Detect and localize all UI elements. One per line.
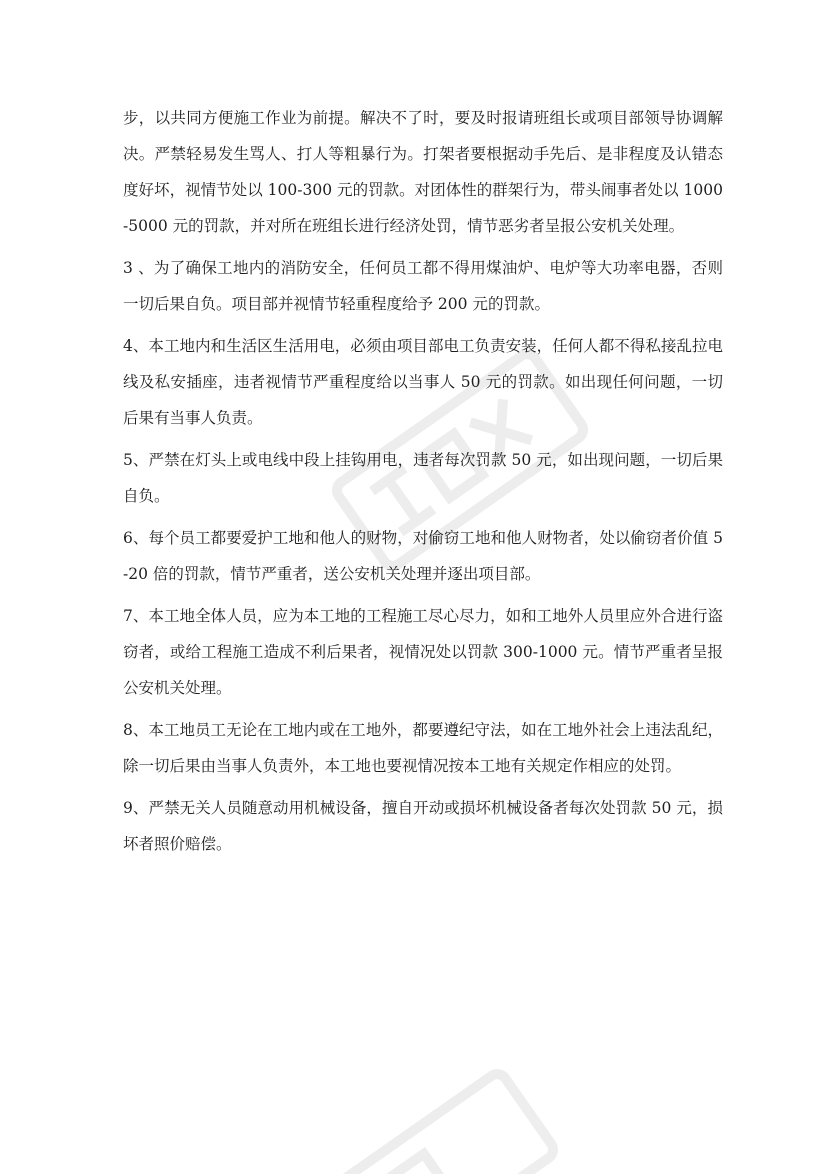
watermark-stamp-icon-bottom: [270, 1020, 590, 1174]
paragraph-item-8: 8、本工地员工无论在工地内或在工地外，都要遵纪守法，如在工地外社会上违法乱纪，除一切后果由当事人负责外，本工地也要视情况按本工地有关规定作相应的处罚。: [123, 721, 723, 775]
paragraph-item-7: 7、本工地全体人员，应为本工地的工程施工尽心尽力，如和工地外人员里应外合进行盗窃者，或给工程施工造成不利后果者，视情况处以罚款 300-1000 元。情节严重者呈报公安机关处理。: [123, 607, 723, 697]
paragraph-item-5: 5、严禁在灯头上或电线中段上挂钩用电，违者每次罚款 50 元，如出现问题，一切后果自负。: [123, 451, 723, 505]
paragraph-item-3: 3 、为了确保工地内的消防安全，任何员工都不得用煤油炉、电炉等大功率电器，否则一切后果自负。项目部并视情节轻重程度给予 200 元的罚款。: [123, 259, 723, 313]
paragraph-item-9: 9、严禁无关人员随意动用机械设备，擅自开动或损坏机械设备者每次处罚款 50 元，损坏者照价赔偿。: [123, 799, 723, 853]
paragraph-continuation: 步，以共同方便施工作业为前提。解决不了时，要及时报请班组长或项目部领导协调解决。严禁轻易发生骂人、打人等粗暴行为。打架者要根据动手先后、是非程度及认错态度好坏，视情节处以 100-300 元的罚款。对团体性的群架行为，带头闹事者处以 1000-5000 元的罚款，并对所在班组长进行经济处罚，情节恶劣者呈报公安机关处理。: [123, 109, 723, 235]
paragraph-item-6: 6、每个员工都要爱护工地和他人的财物，对偷窃工地和他人财物者，处以偷窃者价值 5-20 倍的罚款，情节严重者，送公安机关处理并逐出项目部。: [123, 529, 723, 583]
document-body: [123, 100, 723, 868]
paragraph-item-4: 4、本工地内和生活区生活用电，必须由项目部电工负责安装，任何人都不得私接乱拉电线及私安插座，违者视情节严重程度给以当事人 50 元的罚款。如出现任何问题，一切后果有当事人负责。: [123, 337, 723, 427]
